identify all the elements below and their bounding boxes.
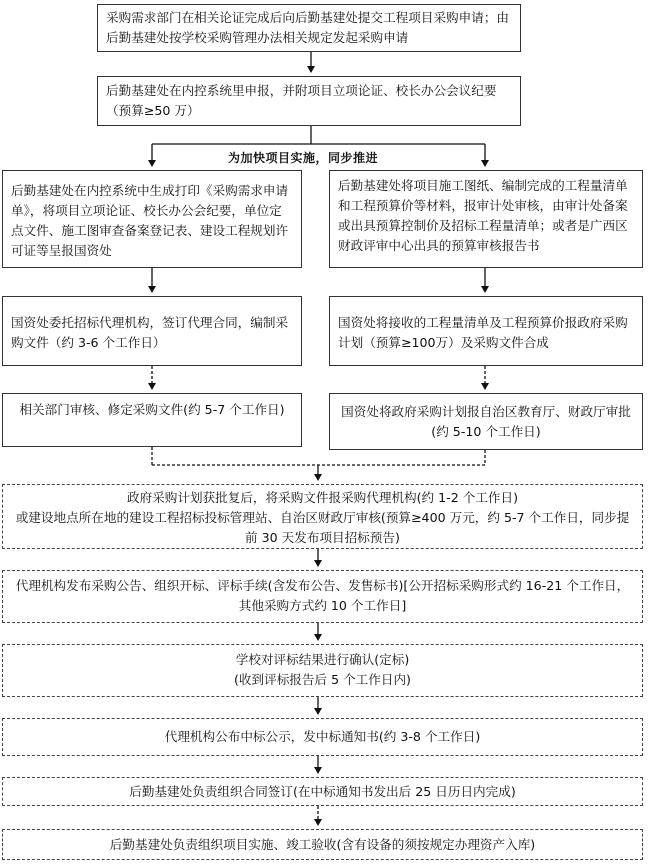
step-winning-publicity-text: 代理机构公布中标公示，发中标通知书(约 3-8 个工作日) (164, 729, 481, 744)
step-submit-request-text: 采购需求部门在相关论证完成后向后勤基建处提交工程项目采购申请；由后勤基建处按学校采购管理办法相关规定发起采购申请 (106, 10, 509, 45)
step-confirm-result (2, 644, 643, 697)
merge-plan-approved (2, 484, 643, 549)
step-publish-bidding-text: 代理机构发布采购公告、组织开标、评标手续(含发布公告、发售标书)[公开招标采购形式约 16-21 个工作日，其他采购方式约 10 个工作日] (15, 578, 630, 613)
left-commission-agency (2, 296, 302, 366)
step-sign-contract (2, 777, 643, 806)
right-audit-review-text: 后勤基建处将项目施工图纸、编制完成的工程量清单和工程预算价等材料，报审计处审核，由审计处备案或出具预算控制价及招标工程量清单；或者是广西区财政评审中心出具的预算审核报告书 (338, 178, 628, 253)
step-sign-contract-text: 后勤基建处负责组织合同签订(在中标通知书发出后 25 日历日内完成) (129, 784, 516, 799)
merge-plan-approved-line2: 或建设地点所在地的建设工程招标投标管理站、自治区财政厅审核(预算≥400 万元，约 5-7 个工作日，同步提前 30 天发布项目招标预告) (15, 510, 630, 545)
left-commission-agency-text: 国资处委托招标代理机构，签订代理合同，编制采购文件（约 3-6 个工作日） (11, 315, 289, 350)
step-internal-control-text: 后勤基建处在内控系统里申报，并附项目立项论证、校长办公会议纪要（预算≥50 万） (106, 83, 497, 118)
step-internal-control (97, 76, 521, 126)
step-implementation-text: 后勤基建处负责组织项目实施、竣工验收(含有设备的须按规定办理资产入库) (109, 837, 536, 852)
left-review-documents-text: 相关部门审核、修定采购文件(约 5-7 个工作日) (19, 402, 285, 417)
merge-plan-approved-line1: 政府采购计划获批复后，将采购文件报采购代理机构(约 1-2 个工作日) (126, 490, 519, 505)
step-winning-publicity (2, 718, 643, 756)
right-approval (329, 393, 643, 450)
right-procurement-plan-text: 国资处将接收的工程量清单及工程预算价报政府采购计划（预算≥100万）及采购文件合成 (338, 315, 628, 350)
step-implementation (2, 829, 643, 860)
left-print-requisition-text: 后勤基建处在内控系统中生成打印《采购需求申请单》，将项目立项论证、校长办公会纪要，单位定点文件、施工图审查备案登记表、建设工程规划许可证等呈报国资处 (11, 183, 289, 258)
left-print-requisition (2, 170, 302, 268)
step-submit-request (97, 4, 521, 52)
step-confirm-result-line1: 学校对评标结果进行确认(定标) (235, 652, 410, 667)
right-approval-text: 国资处将政府采购计划报自治区教育厅、财政厅审批(约 5-10 个工作日) (341, 404, 631, 439)
right-procurement-plan (329, 296, 643, 366)
left-review-documents (2, 393, 302, 447)
step-publish-bidding (2, 570, 643, 623)
right-audit-review (329, 170, 643, 268)
step-confirm-result-line2: (收到评标报告后 5 个工作日内) (234, 672, 411, 687)
parallel-note: 为加快项目实施，同步推进 (228, 151, 379, 165)
